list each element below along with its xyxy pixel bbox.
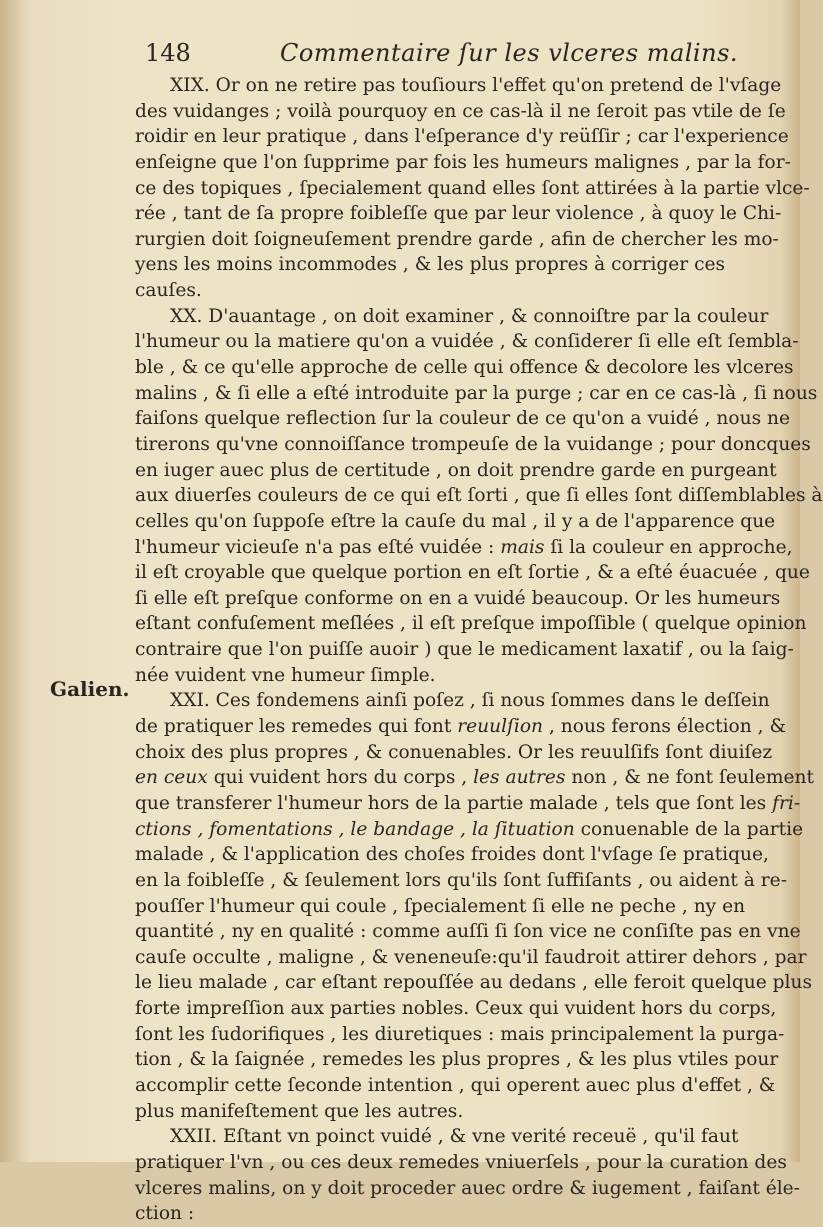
text-line [135, 663, 785, 689]
text-line [135, 868, 785, 894]
text-segment: ſi elle eſt preſque conforme on en a vuidé beaucoup. Or les humeurs [135, 587, 781, 609]
text-line [135, 842, 785, 868]
text-segment: XX. D'auantage , on doit examiner , & connoiſtre par la couleur [170, 305, 769, 327]
italic-text: ctions , fomentations , le bandage , la ſituation [135, 818, 575, 840]
text-segment: contraire que l'on puiſſe auoir ) que le medicament laxatif , ou la ſaig- [135, 639, 794, 661]
text-line [135, 637, 794, 663]
body-text [135, 73, 823, 1227]
running-head [145, 38, 785, 68]
text-segment: le lieu malade , car eſtant repouſſée au dedans , elle feroit quelque plus [135, 972, 812, 994]
text-segment: il eſt croyable que quelque portion en eſt ſortie , & a eſté éuacuée , que [135, 562, 810, 584]
text-line [135, 586, 785, 612]
text-segment: pratiquer l'vn , ou ces deux remedes vniuerſels , pour la curation des [135, 1151, 787, 1173]
text-segment: malins , & ſi elle a eſté introduite par la purge ; car en ce cas-là , ſi nous [135, 382, 818, 404]
text-line [135, 765, 814, 791]
italic-text: fri- [772, 792, 801, 814]
page-number: 148 [145, 39, 191, 67]
text-segment: tirerons qu'vne connoiſſance trompeuſe de la vuidange ; pour doncques [135, 433, 811, 455]
text-line [135, 740, 785, 766]
text-line [135, 252, 785, 278]
margin-note: Galien. [50, 677, 130, 701]
text-segment: celles qu'on ſuppoſe eſtre la cauſe du mal , il y a de l'apparence que [135, 510, 776, 532]
text-line [135, 1176, 800, 1202]
text-segment: conuenable de la partie [574, 818, 804, 840]
running-title: Commentaire ſur les vlceres malins. [280, 39, 739, 67]
text-segment: malade , & l'application des choſes froides dont l'vſage ſe pratique, [135, 844, 769, 866]
text-segment: enſeigne que l'on ſupprime par fois les humeurs malignes , par la for- [135, 151, 791, 173]
italic-text: les autres [473, 767, 566, 789]
text-segment: XIX. Or on ne retire pas touſiours l'effet qu'on pretend de l'vſage [170, 75, 782, 96]
text-line [135, 176, 810, 202]
text-segment: rée , tant de ſa propre foibleſſe que par leur violence , à quoy le Chi- [135, 203, 782, 225]
text-line [135, 611, 807, 637]
text-segment: tion , & la ſaignée , remedes les plus propres , & les plus vtiles pour [135, 1049, 779, 1071]
text-segment: plus manifeſtement que les autres. [135, 1100, 464, 1122]
text-line [135, 150, 791, 176]
text-segment: en iuger auec plus de certitude , on doit prendre garde en purgeant [135, 459, 777, 481]
text-segment: XXII. Eſtant vn poinct vuidé , & vne verité receuë , qu'il faut [170, 1126, 739, 1148]
text-segment: ble , & ce qu'elle approche de celle qui offence & decolore les vlceres [135, 357, 794, 379]
text-line [135, 432, 811, 458]
text-line [135, 483, 823, 509]
text-line [135, 1150, 785, 1176]
text-segment: XXI. Ces fondemens ainſi poſez , ſi nous ſommes dans le deſſein [170, 690, 770, 712]
text-segment: choix des plus propres , & conuenables. Or les reuulſifs ſont diuiſez [135, 741, 773, 763]
text-line [135, 894, 785, 920]
text-segment: ſi la couleur en approche, [544, 536, 793, 558]
text-segment: aux diuerſes couleurs de ce qui eſt ſorti , que ſi elles ſont diſſemblables à [135, 485, 823, 507]
text-segment: roidir en leur pratique , dans l'eſperance d'y reüſſir ; car l'experience [135, 126, 789, 148]
text-segment: quantité , ny en qualité : comme auſſi ſi ſon vice ne conſiſte pas en vne [135, 921, 801, 943]
text-segment: non , & ne font ſeulement [565, 767, 814, 789]
text-line [135, 381, 818, 407]
text-line [135, 791, 801, 817]
text-line [135, 996, 785, 1022]
italic-text: en ceux [135, 767, 208, 789]
text-line [135, 278, 785, 304]
text-segment: qui vuident hors du corps , [207, 767, 474, 789]
text-segment: rurgien doit ſoigneuſement prendre garde , afin de chercher les mo- [135, 228, 779, 250]
text-line [135, 73, 785, 99]
text-segment: faiſons quelque reflection ſur la couleur de ce qu'on a vuidé , nous ne [135, 408, 791, 430]
text-segment: ſont les ſudorifiques , les diuretiques : mais principalement la purga- [135, 1023, 785, 1045]
text-segment: vlceres malins, on y doit proceder auec ordre & iugement , faiſant éle- [135, 1177, 800, 1199]
text-line [135, 919, 801, 945]
text-line [135, 970, 812, 996]
text-line [135, 714, 785, 740]
text-line [135, 1201, 785, 1227]
text-line [135, 329, 799, 355]
text-segment: , nous ferons élection , & [543, 716, 787, 738]
italic-text: reuulſion [457, 716, 544, 738]
text-segment: que transferer l'humeur hors de la partie malade , tels que ſont les [135, 792, 773, 814]
text-segment: ction : [135, 1203, 195, 1225]
text-segment: eſtant confuſement meſlées , il eſt preſque impoſſible ( quelque opinion [135, 613, 807, 635]
text-line [135, 560, 810, 586]
text-segment: yens les moins incommodes , & les plus propres à corriger ces [135, 254, 726, 276]
text-segment: accomplir cette ſeconde intention , qui operent auec plus d'effet , & [135, 1074, 776, 1096]
italic-text: mais [500, 536, 545, 558]
text-line [135, 124, 789, 150]
text-line [135, 99, 785, 125]
text-segment: l'humeur ou la matiere qu'on a vuidée , & conſiderer ſi elle eſt ſembla- [135, 331, 799, 353]
text-segment: de pratiquer les remedes qui font [135, 716, 458, 738]
text-segment: en la foibleſſe , & ſeulement lors qu'ils ſont ſuffiſants , ou aident à re- [135, 869, 787, 891]
text-segment: l'humeur vicieuſe n'a pas eſté vuidée : [135, 536, 501, 558]
text-line [135, 509, 785, 535]
text-segment: pouſſer l'humeur qui coule , ſpecialement ſi elle ne peche , ny en [135, 895, 746, 917]
text-segment: cauſe occulte , maligne , & veneneuſe:qu'il faudroit attirer dehors , par [135, 946, 807, 968]
text-line [135, 945, 807, 971]
text-line [135, 355, 794, 381]
text-line [135, 227, 785, 253]
text-line [135, 304, 785, 330]
text-line [135, 1047, 785, 1073]
text-line [135, 1073, 785, 1099]
text-line [135, 817, 804, 843]
text-line [135, 406, 791, 432]
text-segment: cauſes. [135, 280, 202, 302]
text-line [135, 1099, 785, 1125]
text-segment: née vuident vne humeur ſimple. [135, 664, 436, 686]
text-line [135, 535, 793, 561]
text-line [135, 201, 785, 227]
text-line [135, 688, 785, 714]
text-line [135, 458, 785, 484]
text-segment: des vuidanges ; voilà pourquoy en ce cas-là il ne ſeroit pas vtile de ſe [135, 100, 786, 122]
text-line [135, 1022, 785, 1048]
text-segment: ce des topiques , ſpecialement quand elles ſont attirées à la partie vlce- [135, 177, 810, 199]
text-segment: forte impreſſion aux parties nobles. Ceux qui vuident hors du corps, [135, 998, 777, 1020]
text-line [135, 1124, 785, 1150]
